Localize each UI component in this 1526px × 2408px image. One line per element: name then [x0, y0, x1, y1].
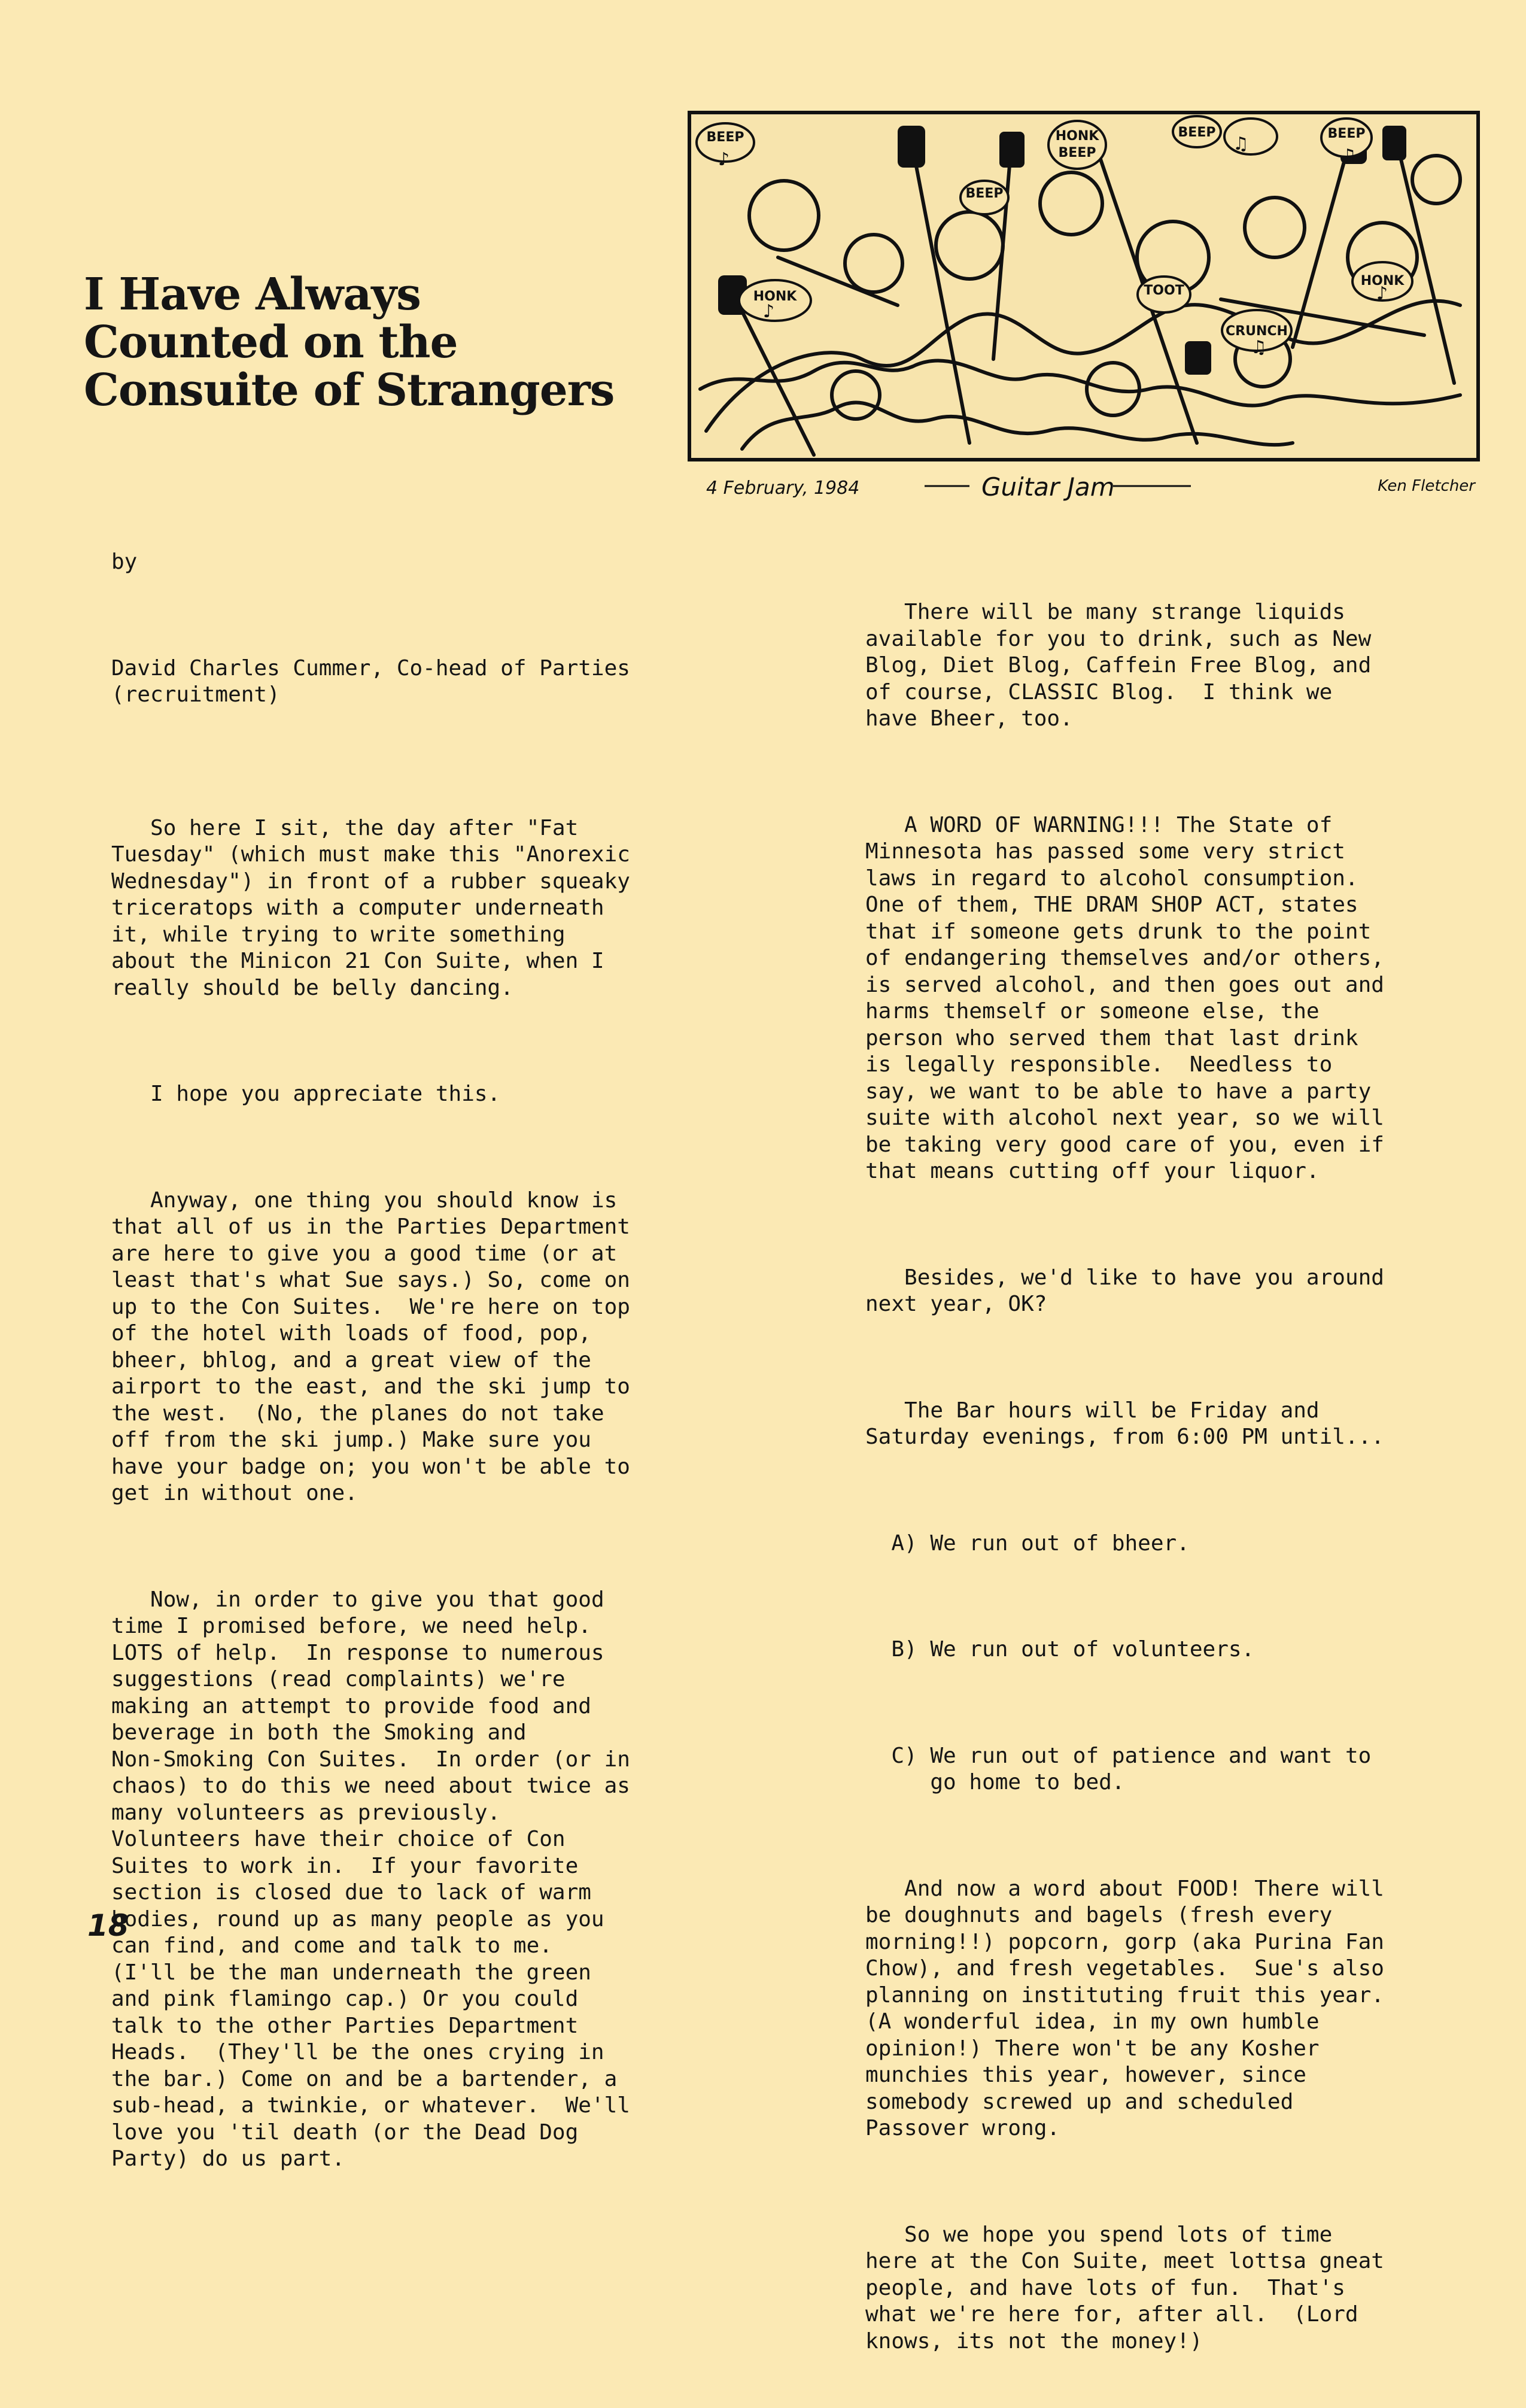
paragraph: And now a word about FOOD! There will be doughnuts and bagels (fresh every morning!!) popcorn, gorp (aka Purina Fan Chow), and fresh vegetables. Sue's also planning on instituting fruit this year. (A wonderful idea, in my own humble opinion!) There won't be any Kosher munchies this year, however, since somebody screwed up and scheduled Passover wrong. — [865, 1876, 1384, 2140]
title-line-1: I Have Always — [84, 269, 421, 320]
paragraph: A WORD OF WARNING!!! The State of Minnesota has passed some very strict laws in regard to alcohol consumption. One of them, THE DRAM SHOP ACT, states that if someone gets drunk to the point of endangering themselves and/or others, is served alcohol, and then goes out and harms themself or someone else, the person who served them that last drink is legally responsible. Needless to say, we want to be able to have a party suite with alcohol next year, so we will be taking very good care of you, even if that means cutting off your liquor. — [865, 812, 1384, 1183]
sound-honk-2: HONK — [753, 289, 797, 304]
list-item: A) We run out of bheer. — [865, 1531, 1190, 1556]
list-item: B) We run out of volunteers. — [865, 1637, 1255, 1662]
article-title — [84, 271, 682, 414]
svg-text:♪: ♪ — [718, 149, 730, 170]
title-line-2: Counted on the — [84, 317, 458, 368]
sound-beep-2: BEEP — [1058, 145, 1096, 160]
title-line-3: Consuite of Strangers — [84, 365, 615, 416]
illustration-date: 4 February, 1984 — [706, 478, 860, 499]
list-item: C) We run out of patience and want to go home to bed. — [891, 1743, 1372, 1794]
svg-text:♫: ♫ — [1233, 133, 1249, 154]
paragraph: There will be many strange liquids available for you to drink, such as New Blog, Diet Blog, Caffein Free Blog, and of course, CLASSIC Blog. I think we have Bheer, too. — [865, 600, 1372, 731]
illustration-artist: Ken Fletcher — [1378, 477, 1475, 495]
paragraph: So here I sit, the day after "Fat Tuesday" (which must make this "Anorexic Wednesday") in front of a rubber squeaky triceratops with a computer underneath it, while trying to write something about the Minicon 21 Con Suite, when I really should be belly dancing. — [111, 815, 630, 1000]
sound-honk-1: HONK — [1055, 129, 1099, 144]
sound-beep-5: BEEP — [965, 186, 1004, 201]
svg-text:♪: ♪ — [1376, 283, 1388, 304]
sound-beep-1: BEEP — [706, 130, 744, 145]
byline: by — [111, 549, 138, 574]
svg-text:♫: ♫ — [1340, 145, 1357, 166]
paragraph: I hope you appreciate this. — [111, 1082, 501, 1106]
author-line: David Charles Cummer, Co-head of Parties (recruitment) — [111, 655, 630, 707]
paragraph: The Bar hours will be Friday and Saturday evenings, from 6:00 PM until... — [865, 1398, 1384, 1449]
paragraph: So we hope you spend lots of time here at the Con Suite, meet lottsa gneat people, and have lots of fun. That's what we're here for, after all. (Lord knows, its not the money!) — [865, 2222, 1384, 2354]
paragraph: Besides, we'd like to have you around next year, OK? — [865, 1265, 1384, 1316]
sound-toot: TOOT — [1144, 283, 1184, 298]
paragraph: Now, in order to give you that good time I promised before, we need help. LOTS of help. In response to numerous suggestions (read complaints) we're making an attempt to provide food and beverage in both the Smoking and Non-Smoking Con Suites. In order (or in chaos) to do this we need about twice as many volunteers as previously. Volunteers have their choice of Con Suites to work in. If your favorite section is closed due to lack of warm bodies, round up as many people as you can find, and come and talk to me. (I'll be the man underneath the green and pink flamingo cap.) Or you could talk to the other Parties Department Heads. (They'll be the ones crying in the bar.) Come on and be a bartender, a sub-head, a twinkie, or whatever. We'll love you 'til death (or the Dead Dog Party) do us part. — [111, 1587, 630, 2171]
paragraph: Anyway, one thing you should know is that all of us in the Parties Department are here to give you a good time (or at least that's what Sue says.) So, come on up to the Con Suites. We're here on top of the hotel with loads of food, pop, bheer, bhlog, and a great view of the airport to the east, and the ski jump to the west. (No, the planes do not take off from the ski jump.) Make sure you have your badge on; you won't be able to get in without one. — [111, 1188, 630, 1505]
sound-honk-3: HONK — [1360, 274, 1405, 289]
left-column — [111, 496, 746, 2225]
page-number: 18 — [87, 1908, 129, 1943]
guitar-jam-illustration — [658, 108, 1484, 503]
svg-text:♫: ♫ — [1251, 337, 1267, 358]
sound-beep-3: BEEP — [1178, 125, 1216, 140]
svg-text:♪: ♪ — [763, 301, 775, 322]
sound-crunch: CRUNCH — [1226, 324, 1288, 339]
right-column — [865, 546, 1500, 2408]
sound-beep-4: BEEP — [1327, 126, 1366, 141]
illustration-caption: Guitar Jam — [981, 472, 1115, 502]
